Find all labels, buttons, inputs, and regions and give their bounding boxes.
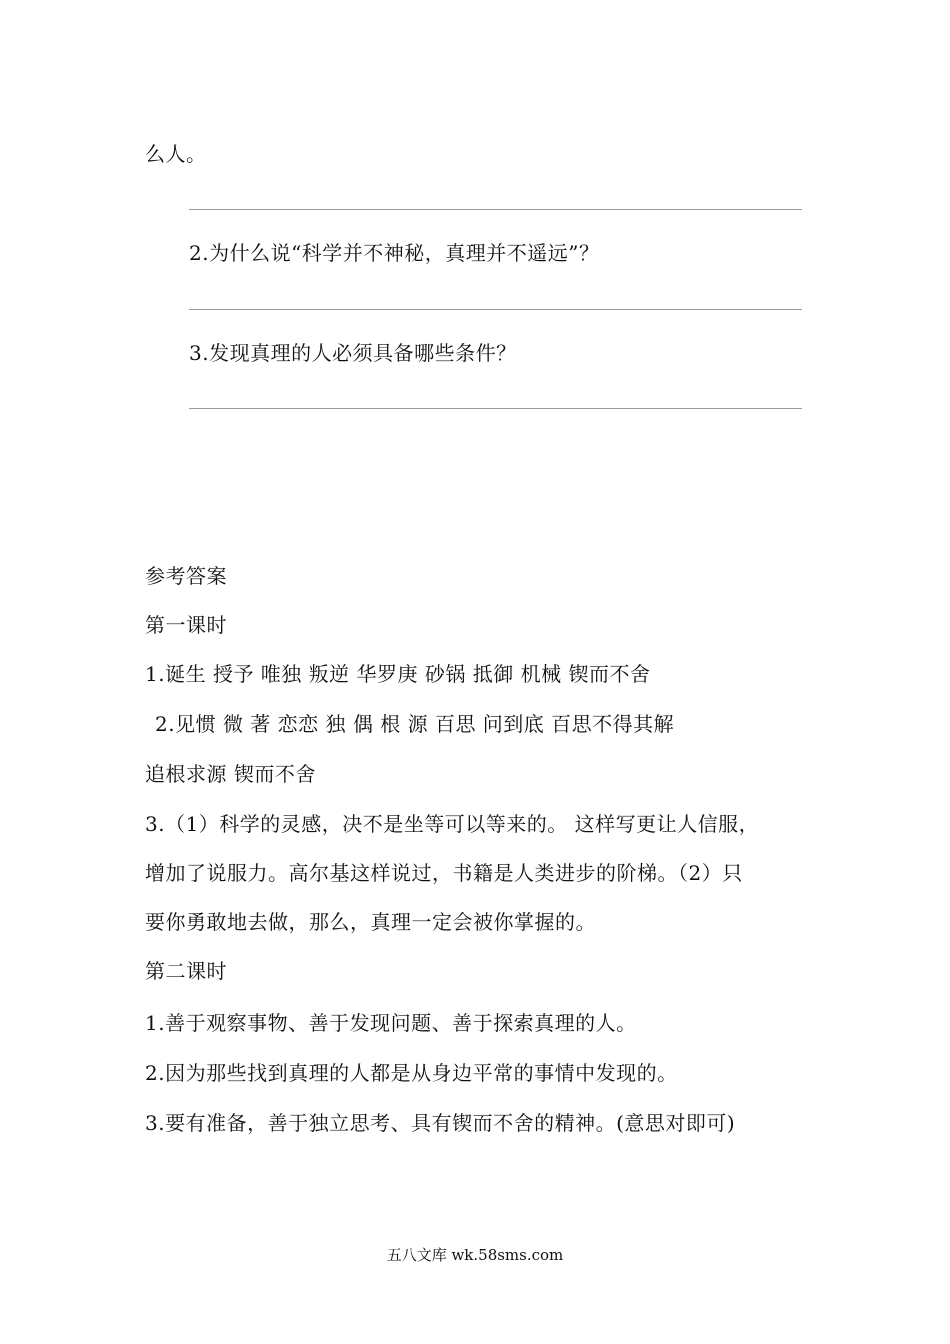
question-3: 3.发现真理的人必须具备哪些条件？ <box>189 341 517 365</box>
lesson-1-answer-1: 1.诞生 授予 唯独 叛逆 华罗庚 砂锅 抵御 机械 锲而不舍 <box>145 662 651 686</box>
lesson-1-answer-2-line-1: 2.见惯 微 著 恋恋 独 偶 根 源 百思 问到底 百思不得其解 <box>155 712 675 736</box>
question-2: 2.为什么说“科学并不神秘，真理并不遥远”？ <box>189 241 600 265</box>
lesson-1-answer-3-line-2: 增加了说服力。高尔基这样说过，书籍是人类进步的阶梯。（2）只 <box>145 861 743 885</box>
lesson-1-title: 第一课时 <box>145 613 227 637</box>
lesson-1-answer-3-line-3: 要你勇敢地去做，那么，真理一定会被你掌握的。 <box>145 910 596 934</box>
answer-line-1 <box>189 209 802 210</box>
footer-watermark: 五八文库 wk.58sms.com <box>386 1246 564 1264</box>
lesson-2-answer-1: 1.善于观察事物、善于发现问题、善于探索真理的人。 <box>145 1011 637 1035</box>
lesson-1-answer-2-line-2: 追根求源 锲而不舍 <box>145 762 316 786</box>
answer-line-3 <box>189 408 802 409</box>
answer-line-2 <box>189 309 802 310</box>
question-1-continuation: 么人。 <box>145 142 207 166</box>
lesson-1-answer-3-line-1: 3.（1）科学的灵感，决不是坐等可以等来的。 这样写更让人信服， <box>145 812 760 836</box>
lesson-2-answer-2: 2.因为那些找到真理的人都是从身边平常的事情中发现的。 <box>145 1061 678 1085</box>
answers-heading: 参考答案 <box>145 564 227 588</box>
lesson-2-answer-3: 3.要有准备，善于独立思考、具有锲而不舍的精神。(意思对即可) <box>145 1111 736 1135</box>
lesson-2-title: 第二课时 <box>145 959 227 983</box>
